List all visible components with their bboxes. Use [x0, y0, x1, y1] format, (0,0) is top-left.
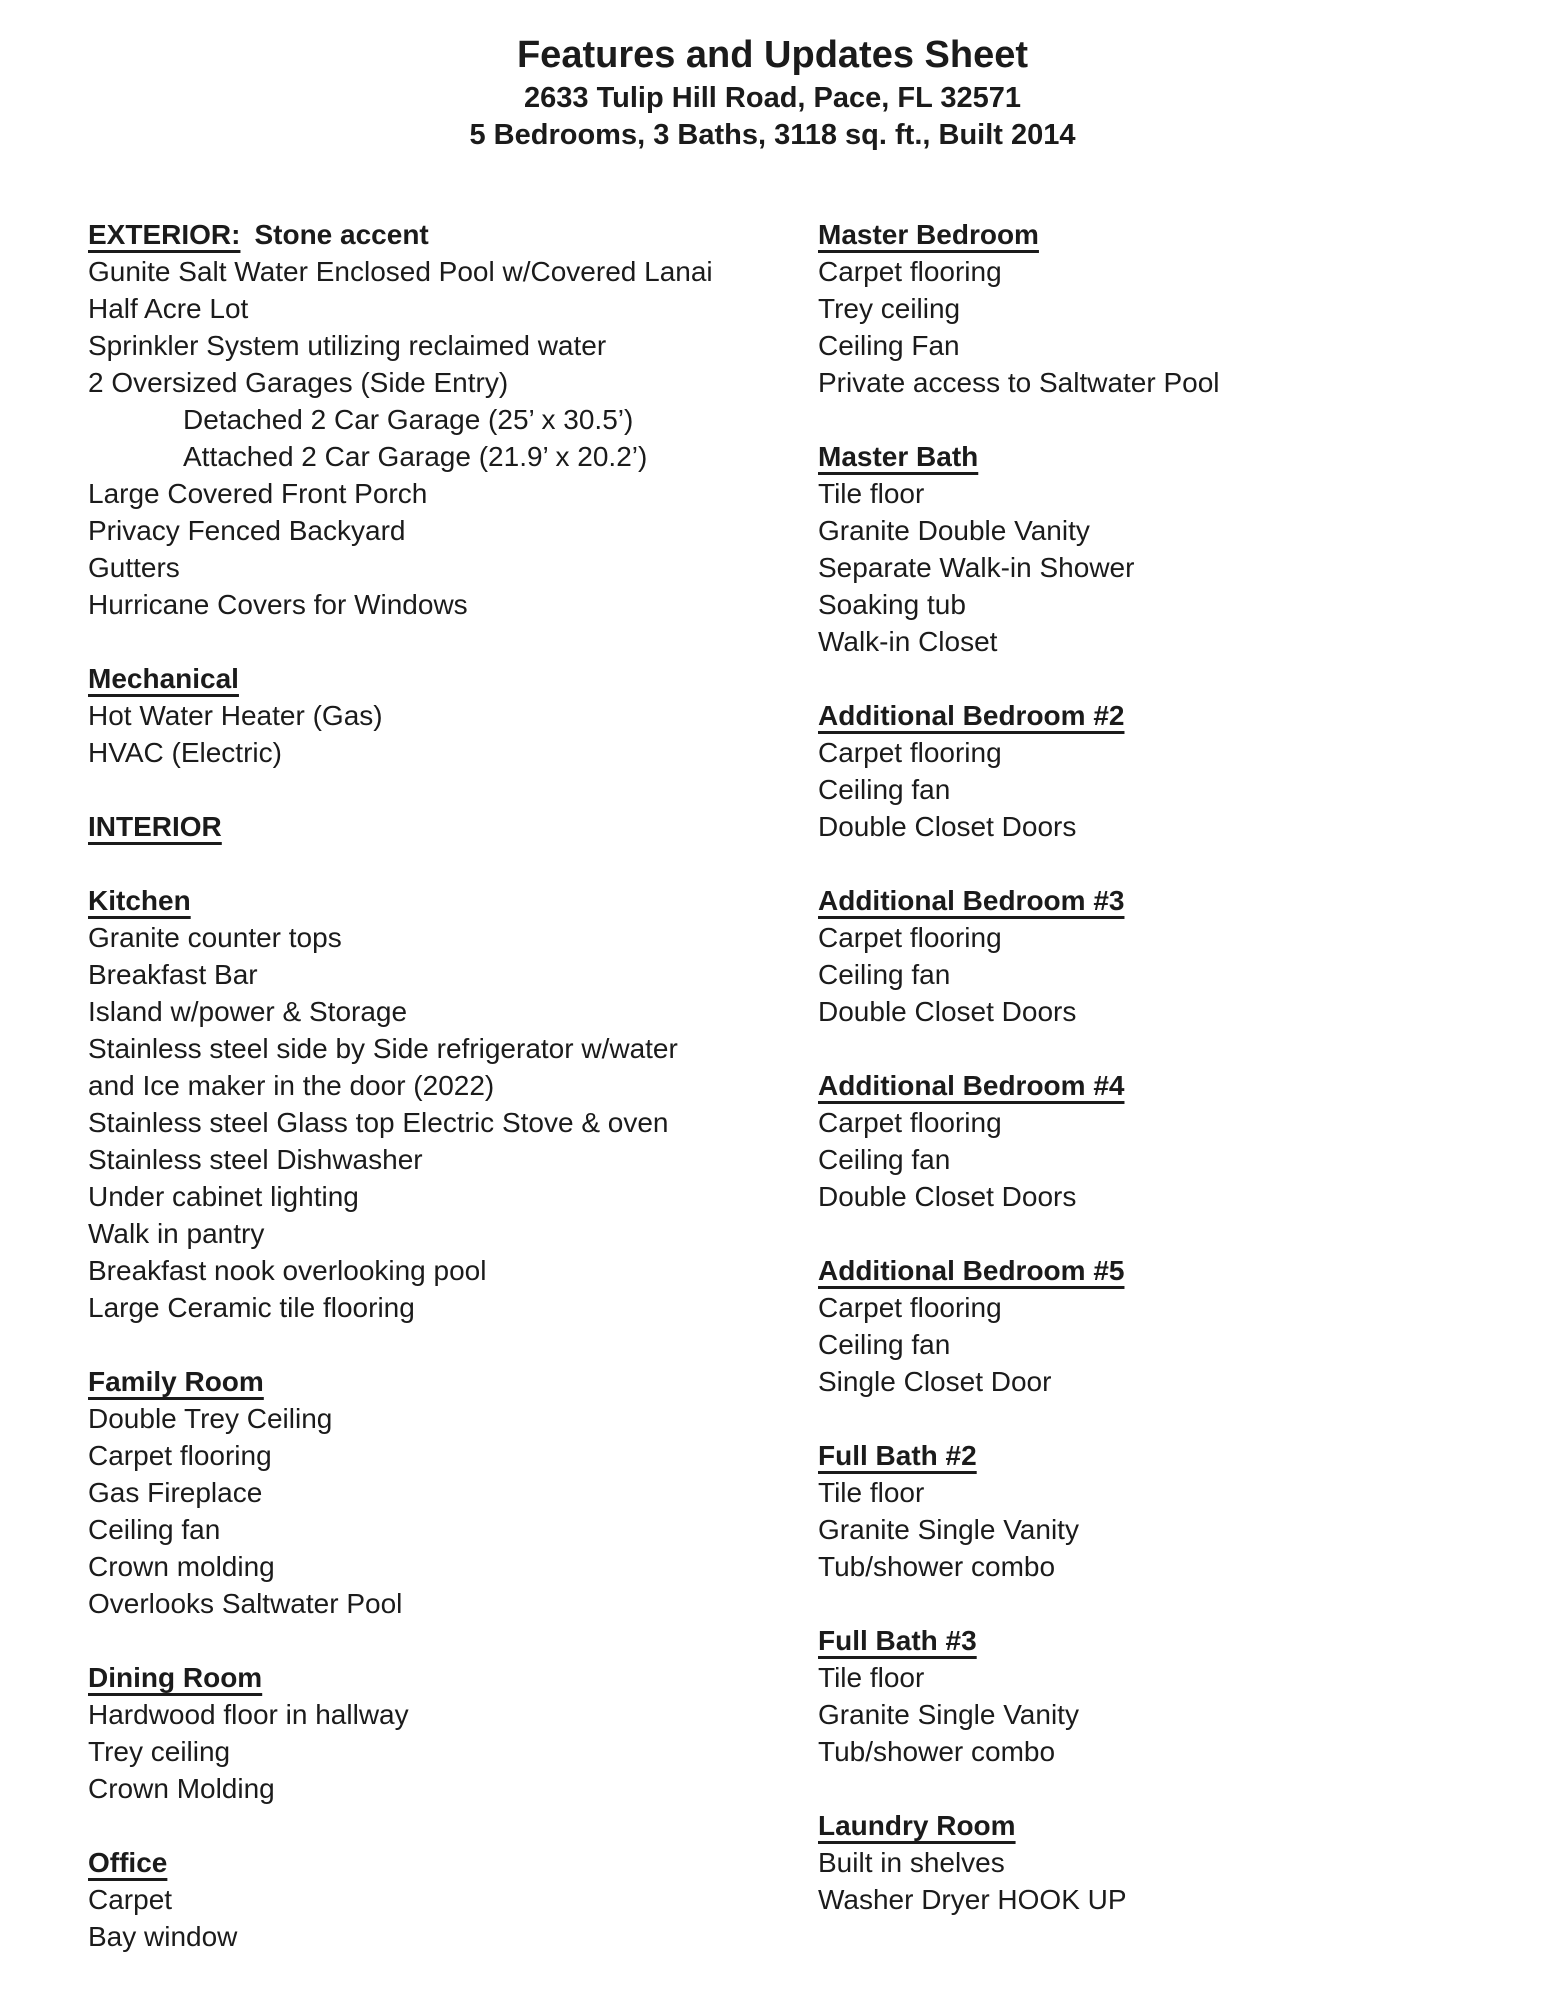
feature-item: Separate Walk-in Shower — [818, 552, 1135, 583]
feature-item: Double Closet Doors — [818, 811, 1077, 842]
feature-item: Crown Molding — [88, 1773, 275, 1804]
feature-item: Bay window — [88, 1921, 238, 1952]
feature-item: Gunite Salt Water Enclosed Pool w/Covered Lanai — [88, 256, 713, 287]
feature-item: Tub/shower combo — [818, 1736, 1056, 1767]
feature-item: Stainless steel Dishwasher — [88, 1144, 423, 1175]
feature-item: Breakfast Bar — [88, 959, 258, 990]
feature-item: Carpet flooring — [88, 1440, 272, 1471]
feature-item: Washer Dryer HOOK UP — [818, 1884, 1127, 1915]
feature-item: Private access to Saltwater Pool — [818, 367, 1220, 398]
section — [818, 1067, 1545, 1215]
sheet-columns — [0, 216, 1545, 1992]
section-heading — [88, 1844, 818, 1881]
section — [88, 216, 818, 623]
feature-item: Ceiling fan — [88, 1514, 221, 1545]
section — [818, 1252, 1545, 1400]
feature-item: Granite Double Vanity — [818, 515, 1090, 546]
section-heading-text: Additional Bedroom #3 — [818, 885, 1125, 916]
feature-item: Hot Water Heater (Gas) — [88, 700, 383, 731]
sheet-summary: 5 Bedrooms, 3 Baths, 3118 sq. ft., Built 2014 — [469, 119, 1076, 151]
feature-item: Large Ceramic tile flooring — [88, 1292, 415, 1323]
section-heading — [88, 660, 818, 697]
feature-item: Carpet flooring — [818, 1107, 1002, 1138]
sheet-address: 2633 Tulip Hill Road, Pace, FL 32571 — [524, 82, 1021, 114]
feature-item: Granite Single Vanity — [818, 1514, 1079, 1545]
section-heading — [818, 1252, 1545, 1289]
section-heading-text: Family Room — [88, 1366, 264, 1397]
feature-item: Granite counter tops — [88, 922, 342, 953]
feature-item: Tile floor — [818, 1662, 925, 1693]
section — [88, 1659, 818, 1807]
section-heading — [818, 438, 1545, 475]
section — [88, 660, 818, 771]
section-heading-text: Mechanical — [88, 663, 239, 694]
feature-item: Single Closet Door — [818, 1366, 1052, 1397]
section-heading-suffix: Stone accent — [254, 219, 429, 250]
section-heading — [818, 216, 1545, 253]
feature-item: Ceiling fan — [818, 1144, 951, 1175]
sheet-header — [0, 30, 1545, 154]
feature-item: Ceiling fan — [818, 959, 951, 990]
feature-item: 2 Oversized Garages (Side Entry) — [88, 367, 509, 398]
section — [818, 1622, 1545, 1770]
section-heading-text: Additional Bedroom #2 — [818, 700, 1125, 731]
section-heading-text: Kitchen — [88, 885, 191, 916]
feature-item: Privacy Fenced Backyard — [88, 515, 406, 546]
feature-item: Walk-in Closet — [818, 626, 998, 657]
section — [88, 1363, 818, 1622]
feature-item: Tub/shower combo — [818, 1551, 1056, 1582]
section — [818, 438, 1545, 660]
section — [818, 216, 1545, 401]
section-heading-text: INTERIOR — [88, 811, 222, 842]
feature-item: Ceiling fan — [818, 774, 951, 805]
section — [818, 1807, 1545, 1918]
section-heading — [88, 1363, 818, 1400]
feature-item: HVAC (Electric) — [88, 737, 282, 768]
feature-item: Gutters — [88, 552, 180, 583]
feature-item: Trey ceiling — [88, 1736, 231, 1767]
feature-item: Tile floor — [818, 478, 925, 509]
section-heading — [818, 1437, 1545, 1474]
feature-item: Ceiling fan — [818, 1329, 951, 1360]
feature-item: Hurricane Covers for Windows — [88, 589, 468, 620]
feature-item: Carpet flooring — [818, 922, 1002, 953]
feature-item: Large Covered Front Porch — [88, 478, 428, 509]
section-heading-text: Master Bedroom — [818, 219, 1039, 250]
feature-item: Breakfast nook overlooking pool — [88, 1255, 487, 1286]
section-heading — [88, 216, 818, 253]
section — [818, 882, 1545, 1030]
section — [88, 808, 818, 845]
sheet-title: Features and Updates Sheet — [516, 34, 1029, 76]
section-heading-text: Additional Bedroom #4 — [818, 1070, 1125, 1101]
section — [88, 1844, 818, 1955]
section-heading — [818, 1067, 1545, 1104]
right-column — [818, 216, 1545, 1992]
feature-item: Double Closet Doors — [818, 1181, 1077, 1212]
feature-item: Sprinkler System utilizing reclaimed water — [88, 330, 607, 361]
section — [818, 1437, 1545, 1585]
section — [88, 882, 818, 1326]
feature-item: Overlooks Saltwater Pool — [88, 1588, 403, 1619]
section-heading — [88, 1659, 818, 1696]
feature-item: Island w/power & Storage — [88, 996, 408, 1027]
section-heading-text: Additional Bedroom #5 — [818, 1255, 1125, 1286]
section-heading-text: Dining Room — [88, 1662, 263, 1693]
feature-item: Under cabinet lighting — [88, 1181, 359, 1212]
feature-item: Trey ceiling — [818, 293, 961, 324]
section-heading — [818, 882, 1545, 919]
feature-item: Carpet flooring — [818, 1292, 1002, 1323]
section-heading-text: Master Bath — [818, 441, 979, 472]
feature-item: Soaking tub — [818, 589, 966, 620]
feature-item: Tile floor — [818, 1477, 925, 1508]
feature-item: Carpet flooring — [818, 737, 1002, 768]
feature-item: Carpet flooring — [818, 256, 1002, 287]
section — [818, 697, 1545, 845]
feature-item: Double Closet Doors — [818, 996, 1077, 1027]
feature-item: Stainless steel side by Side refrigerator w/water — [88, 1033, 678, 1064]
feature-item: Gas Fireplace — [88, 1477, 263, 1508]
feature-item: Attached 2 Car Garage (21.9’ x 20.2’) — [183, 441, 648, 472]
section-heading-text: EXTERIOR: — [88, 219, 241, 250]
section-heading — [818, 1807, 1545, 1844]
section-heading — [88, 882, 818, 919]
section-heading — [88, 808, 818, 845]
section-heading-text: Full Bath #2 — [818, 1440, 977, 1471]
feature-item: Half Acre Lot — [88, 293, 249, 324]
feature-item: Ceiling Fan — [818, 330, 960, 361]
left-column — [88, 216, 818, 1992]
feature-item: and Ice maker in the door (2022) — [88, 1070, 495, 1101]
feature-item: Walk in pantry — [88, 1218, 265, 1249]
section-heading-text: Full Bath #3 — [818, 1625, 977, 1656]
feature-item: Carpet — [88, 1884, 173, 1915]
feature-item: Stainless steel Glass top Electric Stove & oven — [88, 1107, 669, 1138]
feature-item: Detached 2 Car Garage (25’ x 30.5’) — [183, 404, 634, 435]
feature-item: Double Trey Ceiling — [88, 1403, 333, 1434]
section-heading-text: Laundry Room — [818, 1810, 1016, 1841]
feature-item: Granite Single Vanity — [818, 1699, 1079, 1730]
section-heading-text: Office — [88, 1847, 168, 1878]
feature-item: Built in shelves — [818, 1847, 1005, 1878]
feature-item: Hardwood floor in hallway — [88, 1699, 409, 1730]
feature-item: Crown molding — [88, 1551, 275, 1582]
section-heading — [818, 697, 1545, 734]
section-heading — [818, 1622, 1545, 1659]
